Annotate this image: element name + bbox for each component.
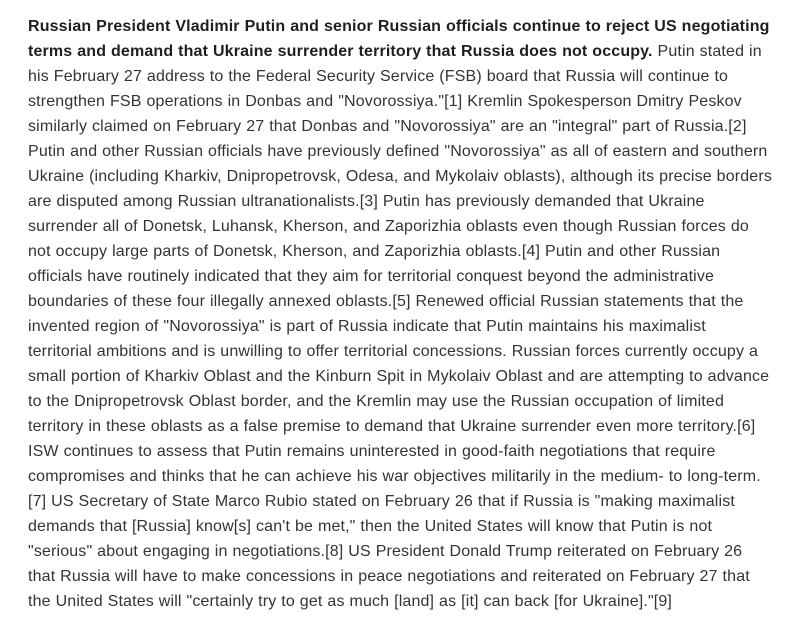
body-text: Putin stated in his February 27 address to the Federal Security Service (FSB) board that Russia will continue to strengthen FSB operations in Donbas and "Novorossiya."[1] Kremlin Spokesperson Dmitry Peskov similarly claimed on February 27 that Donbas and "Novorossiya" are an "integral" part of Russia.[2] Putin and other Russian officials have previously defined "Novorossiya" as all of eastern and southern Ukraine (including Kharkiv, Dnipropetrovsk, Odesa, and Mykolaiv oblasts), although its precise borders are disputed among Russian ultranationalists.[3] Putin has previously demanded that Ukraine surrender all of Donetsk, Luhansk, Kherson, and Zaporizhia oblasts even though Russian forces do not occupy large parts of Donetsk, Kherson, and Zaporizhia oblasts.[4] Putin and other Russian officials have routinely indicated that they aim for territorial conquest beyond the administrative boundaries of these four illegally annexed oblasts.[5] Renewed official Russian statements that the invented region of "Novorossiya" is part of Russia indicate that Putin maintains his maximalist territorial ambitions and is unwilling to offer territorial concessions. Russian forces currently occupy a small portion of Kharkiv Oblast and the Kinburn Spit in Mykolaiv Oblast and are attempting to advance to the Dnipropetrovsk Oblast border, and the Kremlin may use the Russian occupation of limited territory in these oblasts as a false premise to demand that Ukraine surrender even more territory.[6] ISW continues to assess that Putin remains uninterested in good-faith negotiations that require compromises and thinks that he can achieve his war objectives militarily in the medium- to long-term.[7] US Secretary of State Marco Rubio stated on February 26 that if Russia is "making maximalist demands that [Russia] know[s] can't be met," then the United States will know that Putin is not "serious" about engaging in negotiations.[8] US President Donald Trump reiterated on February 26 that Russia will have to make concessions in peace negotiations and reiterated on February 27 that the United States will "certainly try to get as much [land] as [it] can back [for Ukraine]."[9] — [28, 43, 772, 610]
article-paragraph — [28, 14, 774, 614]
lead-sentence: Russian President Vladimir Putin and senior Russian officials continue to reject US negotiating terms and demand that Ukraine surrender territory that Russia does not occupy. — [28, 18, 770, 60]
